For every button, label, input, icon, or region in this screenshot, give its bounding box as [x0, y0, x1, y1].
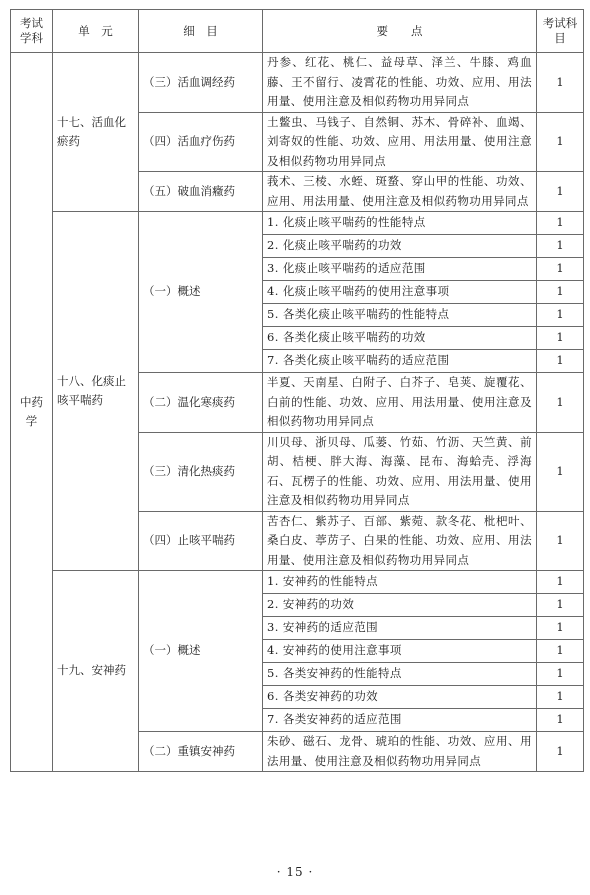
point-cell: 苦杏仁、紫苏子、百部、紫菀、款冬花、枇杷叶、桑白皮、葶苈子、白果的性能、功效、应用、用法用量、使用注意及相似药物功用异同点 — [263, 511, 537, 571]
detail-cell: （四）止咳平喘药 — [139, 511, 263, 571]
table-row — [11, 571, 584, 594]
table-header-row — [11, 10, 584, 53]
table-body — [11, 53, 584, 772]
syllabus-table — [10, 9, 584, 772]
exam-subject-cell: 1 — [537, 571, 584, 594]
point-cell: 莪术、三棱、水蛭、斑蝥、穿山甲的性能、功效、应用、用法用量、使用注意及相似药物功用异同点 — [263, 172, 537, 212]
unit-cell: 十九、安神药 — [53, 571, 139, 772]
exam-subject-cell: 1 — [537, 281, 584, 304]
header-subject: 考试学科 — [11, 10, 53, 53]
exam-subject-cell: 1 — [537, 373, 584, 433]
header-unit: 单 元 — [53, 10, 139, 53]
point-cell: 丹参、红花、桃仁、益母草、泽兰、牛膝、鸡血藤、王不留行、凌霄花的性能、功效、应用、用法用量、使用注意及相似药物功用异同点 — [263, 53, 537, 113]
exam-subject-cell: 1 — [537, 709, 584, 732]
exam-subject-cell: 1 — [537, 258, 584, 281]
exam-subject-cell: 1 — [537, 617, 584, 640]
exam-subject-cell: 1 — [537, 350, 584, 373]
exam-subject-cell: 1 — [537, 686, 584, 709]
point-cell: 6. 各类安神药的功效 — [263, 686, 537, 709]
detail-cell: （一）概述 — [139, 571, 263, 732]
exam-subject-cell: 1 — [537, 663, 584, 686]
table-row — [11, 212, 584, 235]
exam-subject-cell: 1 — [537, 732, 584, 772]
detail-cell: （三）清化热痰药 — [139, 432, 263, 511]
point-cell: 7. 各类安神药的适应范围 — [263, 709, 537, 732]
page-number: · 15 · — [276, 865, 314, 879]
exam-subject-cell: 1 — [537, 112, 584, 172]
exam-subject-cell: 1 — [537, 432, 584, 511]
exam-subject-cell: 1 — [537, 594, 584, 617]
exam-subject-cell: 1 — [537, 212, 584, 235]
point-cell: 半夏、天南星、白附子、白芥子、皂荚、旋覆花、白前的性能、功效、应用、用法用量、使用注意及相似药物功用异同点 — [263, 373, 537, 433]
point-cell: 土鳖虫、马钱子、自然铜、苏木、骨碎补、血竭、刘寄奴的性能、功效、应用、用法用量、使用注意及相似药物功用异同点 — [263, 112, 537, 172]
point-cell: 3. 安神药的适应范围 — [263, 617, 537, 640]
point-cell: 6. 各类化痰止咳平喘药的功效 — [263, 327, 537, 350]
point-cell: 4. 化痰止咳平喘药的使用注意事项 — [263, 281, 537, 304]
detail-cell: （二）重镇安神药 — [139, 732, 263, 772]
point-cell: 1. 安神药的性能特点 — [263, 571, 537, 594]
point-cell: 朱砂、磁石、龙骨、琥珀的性能、功效、应用、用法用量、使用注意及相似药物功用异同点 — [263, 732, 537, 772]
point-cell: 3. 化痰止咳平喘药的适应范围 — [263, 258, 537, 281]
detail-cell: （一）概述 — [139, 212, 263, 373]
header-detail: 细 目 — [139, 10, 263, 53]
exam-subject-cell: 1 — [537, 327, 584, 350]
exam-subject-cell: 1 — [537, 640, 584, 663]
exam-subject-cell: 1 — [537, 172, 584, 212]
detail-cell: （三）活血调经药 — [139, 53, 263, 113]
exam-subject-cell: 1 — [537, 235, 584, 258]
point-cell: 2. 安神药的功效 — [263, 594, 537, 617]
unit-cell: 十七、活血化瘀药 — [53, 53, 139, 212]
exam-subject-cell: 1 — [537, 53, 584, 113]
detail-cell: （四）活血疗伤药 — [139, 112, 263, 172]
detail-cell: （五）破血消癥药 — [139, 172, 263, 212]
point-cell: 7. 各类化痰止咳平喘药的适应范围 — [263, 350, 537, 373]
header-points: 要 点 — [263, 10, 537, 53]
table-row — [11, 53, 584, 113]
point-cell: 2. 化痰止咳平喘药的功效 — [263, 235, 537, 258]
point-cell: 5. 各类安神药的性能特点 — [263, 663, 537, 686]
point-cell: 4. 安神药的使用注意事项 — [263, 640, 537, 663]
subject-cell: 中药学 — [11, 53, 53, 772]
detail-cell: （二）温化寒痰药 — [139, 373, 263, 433]
header-exam-subject: 考试科目 — [537, 10, 584, 53]
unit-cell: 十八、化痰止咳平喘药 — [53, 212, 139, 571]
point-cell: 5. 各类化痰止咳平喘药的性能特点 — [263, 304, 537, 327]
exam-subject-cell: 1 — [537, 304, 584, 327]
point-cell: 川贝母、浙贝母、瓜蒌、竹茹、竹沥、天竺黄、前胡、桔梗、胖大海、海藻、昆布、海蛤壳、浮海石、瓦楞子的性能、功效、应用、用法用量、使用注意及相似药物功用异同点 — [263, 432, 537, 511]
exam-subject-cell: 1 — [537, 511, 584, 571]
point-cell: 1. 化痰止咳平喘药的性能特点 — [263, 212, 537, 235]
